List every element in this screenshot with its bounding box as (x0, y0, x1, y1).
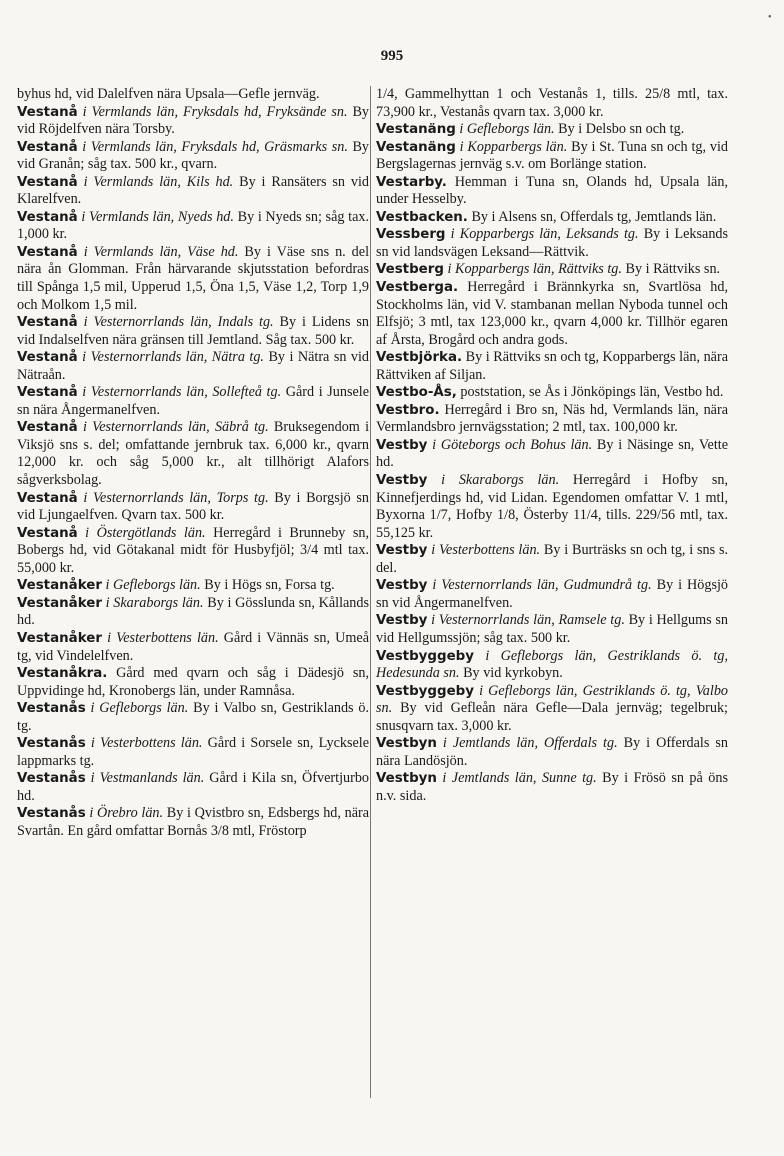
entry-text: By i Valbo sn, Gestriklands ö. tg. (17, 700, 370, 734)
entry-location: i Jemtlands län, Offerdals tg. (442, 735, 618, 752)
entry-location: i Örebro län. (89, 805, 164, 822)
gazetteer-entry (17, 735, 369, 770)
entry-location: i Vesternorrlands län, Indals tg. (83, 314, 274, 331)
column-divider (370, 86, 371, 1098)
gazetteer-entry (376, 735, 728, 770)
entry-text: Herregård i Hofby sn, Kinnefjerdings hd, vid Lidan. Egendomen omfattar V. 1 mtl, Byxorna 1/7, Hofby 1/8, Österby 11/4, tills. 229/56 mtl, tax. 55,125 kr. (376, 472, 729, 541)
entry-text: By vid Röjdelfven nära Torsby. (17, 103, 370, 138)
entry-headword: Vestanå (17, 315, 78, 331)
entry-location: i Vesterbottens län. (431, 542, 541, 559)
entry-text: Gård i Junsele sn nära Ångermanelfven. (17, 384, 369, 418)
right-column (376, 86, 728, 805)
gazetteer-entry (376, 121, 728, 139)
gazetteer-entry (17, 490, 369, 525)
entry-text: By i Delsbo sn och tg. (558, 121, 685, 138)
gazetteer-entry (376, 612, 728, 647)
entry-headword: Vestanås (17, 701, 86, 717)
gazetteer-entry (17, 104, 369, 139)
entry-headword: Vestarby. (376, 174, 447, 190)
gazetteer-entry (376, 261, 728, 279)
entry-text: By vid Granån; såg tax. 500 kr., qvarn. (17, 138, 370, 173)
gazetteer-entry (17, 86, 369, 104)
entry-headword: Vestanäng (376, 139, 456, 155)
entry-text: By i Leksands sn vid landsvägen Leksand—Rättvik. (376, 226, 729, 260)
entry-headword: Vestanå (17, 104, 78, 120)
entry-headword: Vestanå (17, 490, 78, 506)
entry-location: i Vesternorrlands län, Gudmundrå tg. (432, 577, 652, 594)
entry-text: Gård i Sorsele sn, Lycksele lappmarks tg. (17, 735, 370, 769)
entry-headword: Vestanå (17, 209, 78, 225)
entry-location: i Vesternorrlands län, Ramsele tg. (431, 612, 625, 629)
entry-location: i Vesterbottens län. (90, 735, 203, 752)
entry-location: i Kopparbergs län, Rättviks tg. (447, 261, 622, 278)
entry-location: i Vermlands län, Kils hd. (83, 173, 234, 190)
gazetteer-entry (376, 472, 728, 542)
entry-headword: Vestbyn (376, 771, 437, 787)
gazetteer-entry (376, 139, 728, 174)
entry-text: By i Qvistbro sn, Edsbergs hd, nära Svartån. En gård omfattar Bornås 3/8 mtl, Fröstorp (17, 805, 370, 839)
gazetteer-entry (17, 700, 369, 735)
entry-location: i Vermlands län, Väse hd. (83, 243, 239, 260)
entry-location: i Vesternorrlands län, Nätra tg. (82, 349, 264, 366)
entry-headword: Vestanås (17, 771, 86, 787)
entry-headword: Vestby (376, 613, 428, 629)
entry-location: i Vermlands län, Fryksdals hd, Fryksände sn. (82, 103, 348, 120)
gazetteer-entry (17, 595, 369, 630)
entry-text: By i Högsjö sn vid Ångermanelfven. (376, 577, 729, 611)
entry-headword: Vestanås (17, 736, 86, 752)
entry-headword: Vestbyn (376, 736, 437, 752)
gazetteer-entry (376, 174, 728, 209)
entry-headword: Vestberg (376, 262, 444, 278)
gazetteer-entry (17, 384, 369, 419)
entry-headword: Vestanå (17, 385, 78, 401)
gazetteer-entry (376, 86, 728, 121)
entry-text: byhus hd, vid Dalelfven nära Upsala—Gefle jernväg. (17, 86, 320, 102)
entry-headword: Vestby (376, 578, 428, 594)
entry-text: By i Hellgums sn vid Hellgumssjön; såg tax. 500 kr. (376, 612, 729, 646)
entry-headword: Vestanå (17, 244, 78, 260)
entry-headword: Vestbjörka. (376, 350, 463, 366)
entry-text: By i Borgsjö sn vid Ljungaelfven. Qvarn tax. 500 kr. (17, 489, 370, 524)
entry-text: Herregård i Brännkyrka sn, Svartlösa hd, Stockholms län, vid V. stambanan mellan Nyboda tunnel och Elfsjö; 3 mtl, tax 123,000 kr., qvarn 4,000 kr. Tillhör egaren af Årsta, Brogård och andra gods. (376, 279, 728, 348)
entry-location: i Jemtlands län, Sunne tg. (442, 770, 597, 787)
page-number: 995 (380, 48, 404, 64)
entry-text: By vid Gefleån nära Gefle—Dala jernväg; tegelbruk; snusqvarn tax. 3,000 kr. (376, 700, 728, 734)
entry-location: i Gefleborgs län. (90, 700, 189, 717)
entry-location: i Vermlands län, Nyeds hd. (81, 208, 234, 225)
entry-location: i Vestmanlands län. (90, 770, 205, 787)
entry-text: By i Nyeds sn; såg tax. 1,000 kr. (17, 208, 370, 243)
entry-headword: Vestbro. (376, 402, 440, 418)
entry-text: poststation, se Ås i Jönköpings län, Vestbo hd. (460, 384, 724, 401)
entry-headword: Vestanåker (17, 630, 102, 646)
entry-headword: Vestanå (17, 350, 78, 366)
entry-headword: Vestanås (17, 806, 86, 822)
entry-headword: Vestanåkra. (17, 666, 108, 682)
entry-headword: Vessberg (376, 227, 446, 243)
entry-text: By i Alsens sn, Offerdals tg, Jemtlands län. (471, 208, 717, 225)
entry-text: Bruksegendom i Viksjö sns s. del; omfattande jernbruk tax. 6,000 kr., qvarn 12,000 kr. och såg 5,000 kr., alt tillhörigt Alafors sågverksbolag. (17, 419, 370, 489)
gazetteer-entry (376, 279, 728, 349)
gazetteer-entry (17, 630, 369, 665)
entry-text: By i Rättviks sn. (625, 261, 721, 278)
entry-text: By i Gösslunda sn, Kållands hd. (17, 594, 370, 629)
entry-location: i Skaraborgs län. (441, 472, 560, 489)
entry-text: By i Burträsks sn och tg, i sns s. del. (376, 542, 729, 576)
entry-text: Herregård i Bro sn, Näs hd, Vermlands län, nära Vermlandsbro jernvägsstation; 2 mtl, tax. 100,000 kr. (376, 401, 729, 436)
gazetteer-entry (17, 209, 369, 244)
entry-text: By i Frösö sn på öns n.v. sida. (376, 770, 728, 804)
gazetteer-entry (17, 805, 369, 840)
gazetteer-entry (17, 770, 369, 805)
entry-text: Hemman i Tuna sn, Olands hd, Upsala län, under Hesselby. (376, 173, 728, 208)
entry-headword: Vestby (376, 437, 428, 453)
gazetteer-entry (17, 665, 369, 700)
gazetteer-entry (17, 419, 369, 489)
gazetteer-entry (376, 384, 728, 402)
entry-headword: Vestanåker (17, 578, 102, 594)
entry-text: 1/4, Gammelhyttan 1 och Vestanås 1, tills. 25/8 mtl, tax. 73,900 kr., Vestanås qvarn tax. 3,000 kr. (376, 86, 728, 120)
gazetteer-entry (376, 542, 728, 577)
entry-headword: Vestbacken. (376, 209, 468, 225)
entry-text: Herregård i Brunneby sn, Bobergs hd, vid Götakanal midt för Husbyfjöl; 3/4 mtl tax. 55,000 kr. (17, 524, 370, 576)
entry-text: By i Lidens sn vid Indalselfven nära gränsen till Jemtland. Såg tax. 500 kr. (17, 314, 370, 348)
entry-headword: Vestbyggeby (376, 648, 474, 664)
entry-text: Gård i Vännäs sn, Umeå tg, vid Vindelelfven. (17, 629, 370, 664)
entry-headword: Vestby (376, 473, 428, 489)
entry-headword: Vestberga. (376, 280, 459, 296)
entry-location: i Vesterbottens län. (107, 629, 219, 646)
entry-location: i Vesternorrlands län, Säbrå tg. (82, 419, 269, 436)
entry-headword: Vestbo-Ås, (376, 385, 457, 401)
entry-location: i Gefleborgs län, Gestriklands ö. tg, Valbo sn. (376, 682, 729, 717)
entry-location: i Vermlands län, Fryksdals hd, Gräsmarks sn. (82, 138, 348, 155)
gazetteer-entry (376, 209, 728, 227)
entry-location: i Östergötlands län. (85, 524, 206, 541)
left-column (17, 86, 369, 841)
entry-text: By i Ransäters sn vid Klarelfven. (17, 173, 370, 208)
entry-location: i Gefleborgs län. (105, 577, 201, 594)
entry-text: Gård med qvarn och såg i Dädesjö sn, Uppvidinge hd, Kronobergs län, under Ramnåsa. (17, 665, 369, 699)
entry-headword: Vestby (376, 543, 428, 559)
entry-text: By vid kyrkobyn. (463, 665, 563, 682)
entry-text: By i Näsinge sn, Vette hd. (376, 436, 729, 471)
gazetteer-entry (17, 349, 369, 384)
gazetteer-entry (376, 402, 728, 437)
entry-location: i Vesternorrlands län, Sollefteå tg. (82, 384, 282, 401)
gazetteer-entry (17, 174, 369, 209)
entry-location: i Skaraborgs län. (105, 594, 204, 611)
gazetteer-entry (17, 525, 369, 578)
gazetteer-entry (376, 226, 728, 261)
entry-headword: Vestbyggeby (376, 683, 474, 699)
entry-headword: Vestanå (17, 174, 78, 190)
entry-text: By i Nätra sn vid Nätraån. (17, 349, 370, 383)
gazetteer-entry (17, 244, 369, 314)
gazetteer-entry (376, 770, 728, 805)
gazetteer-entry (376, 683, 728, 736)
gazetteer-entry (17, 314, 369, 349)
entry-text: By i St. Tuna sn och tg, vid Bergslagernas jernväg s.v. om Borlänge station. (376, 138, 728, 173)
entry-location: i Gefleborgs län. (459, 121, 555, 138)
entry-text: By i Offerdals sn nära Landösjön. (376, 735, 728, 769)
entry-location: i Gefleborgs län, Gestriklands ö. tg, Hedesunda sn. (376, 647, 728, 682)
gazetteer-entry (17, 139, 369, 174)
entry-text: By i Rättviks sn och tg, Kopparbergs län, nära Rättviken af Siljan. (376, 349, 729, 383)
entry-location: i Vesternorrlands län, Torps tg. (83, 489, 269, 506)
entry-text: Gård i Kila sn, Öfvertjurbo hd. (17, 770, 370, 804)
entry-headword: Vestanäng (376, 122, 456, 138)
entry-headword: Vestanå (17, 525, 78, 541)
entry-text: By i Högs sn, Forsa tg. (204, 577, 335, 594)
gazetteer-entry (376, 437, 728, 472)
entry-location: i Göteborgs och Bohus län. (432, 436, 593, 453)
entry-headword: Vestanåker (17, 595, 102, 611)
entry-headword: Vestanå (17, 139, 78, 155)
entry-headword: Vestanå (17, 420, 78, 436)
gazetteer-entry (376, 349, 728, 384)
entry-location: i Kopparbergs län, Leksands tg. (450, 226, 639, 243)
gazetteer-entry (376, 577, 728, 612)
gazetteer-entry (376, 648, 728, 683)
entry-location: i Kopparbergs län. (459, 138, 568, 155)
margin-mark: • (768, 12, 772, 23)
entry-text: By i Väse sns n. del nära ån Glomman. Från härvarande skjutsstation befordras till Spånga 1,5 mil, Upperud 1,5, Öna 1,5, Väse 1,2, Torp 1,9 och Molkom 1,5 mil. (17, 243, 370, 313)
gazetteer-entry (17, 577, 369, 595)
